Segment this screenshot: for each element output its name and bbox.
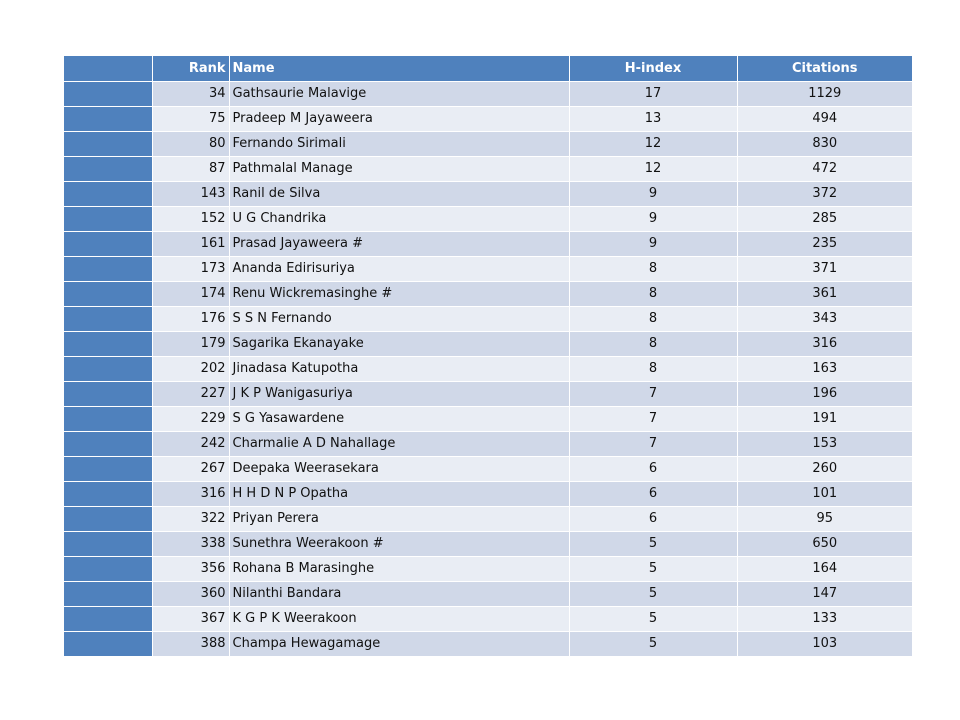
name-cell: K G P K Weerakoon (229, 607, 569, 632)
header-blank (64, 56, 152, 82)
rank-cell: 173 (152, 257, 229, 282)
citations-cell: 153 (737, 432, 912, 457)
row-side-cell (64, 357, 152, 382)
row-side-cell (64, 107, 152, 132)
hindex-cell: 8 (569, 357, 737, 382)
hindex-cell: 5 (569, 582, 737, 607)
citations-cell: 191 (737, 407, 912, 432)
table-row (64, 382, 912, 407)
table-body (64, 82, 912, 657)
name-cell: Deepaka Weerasekara (229, 457, 569, 482)
row-side-cell (64, 82, 152, 107)
hindex-cell: 9 (569, 232, 737, 257)
table-header-row (64, 56, 912, 82)
rank-cell: 267 (152, 457, 229, 482)
rank-cell: 179 (152, 332, 229, 357)
rank-cell: 242 (152, 432, 229, 457)
hindex-cell: 5 (569, 532, 737, 557)
row-side-cell (64, 582, 152, 607)
rank-cell: 75 (152, 107, 229, 132)
citations-cell: 133 (737, 607, 912, 632)
hindex-cell: 9 (569, 207, 737, 232)
hindex-cell: 6 (569, 482, 737, 507)
hindex-cell: 12 (569, 132, 737, 157)
citations-cell: 164 (737, 557, 912, 582)
name-cell: Fernando Sirimali (229, 132, 569, 157)
name-cell: Ranil de Silva (229, 182, 569, 207)
name-cell: Sunethra Weerakoon # (229, 532, 569, 557)
hindex-cell: 8 (569, 257, 737, 282)
hindex-cell: 7 (569, 432, 737, 457)
table-row (64, 157, 912, 182)
row-side-cell (64, 507, 152, 532)
rank-cell: 87 (152, 157, 229, 182)
name-cell: S G Yasawardene (229, 407, 569, 432)
name-cell: J K P Wanigasuriya (229, 382, 569, 407)
hindex-cell: 5 (569, 557, 737, 582)
citations-cell: 343 (737, 307, 912, 332)
row-side-cell (64, 307, 152, 332)
rank-cell: 322 (152, 507, 229, 532)
hindex-cell: 7 (569, 382, 737, 407)
rank-cell: 356 (152, 557, 229, 582)
hindex-cell: 8 (569, 332, 737, 357)
hindex-cell: 12 (569, 157, 737, 182)
table-row (64, 432, 912, 457)
table-row (64, 282, 912, 307)
row-side-cell (64, 157, 152, 182)
citations-cell: 95 (737, 507, 912, 532)
row-side-cell (64, 557, 152, 582)
rank-cell: 152 (152, 207, 229, 232)
row-side-cell (64, 232, 152, 257)
table-row (64, 632, 912, 657)
name-cell: Rohana B Marasinghe (229, 557, 569, 582)
citations-cell: 316 (737, 332, 912, 357)
header-hindex: H-index (569, 56, 737, 82)
table-row (64, 232, 912, 257)
table-row (64, 82, 912, 107)
hindex-cell: 9 (569, 182, 737, 207)
citations-cell: 103 (737, 632, 912, 657)
table-row (64, 132, 912, 157)
table-row (64, 532, 912, 557)
hindex-cell: 7 (569, 407, 737, 432)
citations-cell: 830 (737, 132, 912, 157)
name-cell: Pradeep M Jayaweera (229, 107, 569, 132)
hindex-cell: 13 (569, 107, 737, 132)
table-row (64, 207, 912, 232)
table-row (64, 257, 912, 282)
rank-cell: 143 (152, 182, 229, 207)
name-cell: Prasad Jayaweera # (229, 232, 569, 257)
citations-cell: 372 (737, 182, 912, 207)
citations-cell: 371 (737, 257, 912, 282)
row-side-cell (64, 607, 152, 632)
rank-cell: 229 (152, 407, 229, 432)
citations-cell: 650 (737, 532, 912, 557)
table-row (64, 307, 912, 332)
table-row (64, 182, 912, 207)
citations-cell: 163 (737, 357, 912, 382)
table-row (64, 607, 912, 632)
citations-cell: 472 (737, 157, 912, 182)
table-row (64, 457, 912, 482)
row-side-cell (64, 457, 152, 482)
row-side-cell (64, 332, 152, 357)
row-side-cell (64, 182, 152, 207)
header-name: Name (229, 56, 569, 82)
table-row (64, 482, 912, 507)
rank-cell: 174 (152, 282, 229, 307)
table-row (64, 357, 912, 382)
hindex-cell: 17 (569, 82, 737, 107)
header-rank: Rank (152, 56, 229, 82)
row-side-cell (64, 632, 152, 657)
row-side-cell (64, 482, 152, 507)
hindex-cell: 6 (569, 457, 737, 482)
citations-cell: 101 (737, 482, 912, 507)
hindex-cell: 5 (569, 632, 737, 657)
header-citations: Citations (737, 56, 912, 82)
table-row (64, 107, 912, 132)
table-row (64, 407, 912, 432)
rank-cell: 227 (152, 382, 229, 407)
name-cell: Charmalie A D Nahallage (229, 432, 569, 457)
hindex-cell: 6 (569, 507, 737, 532)
ranking-table (64, 56, 912, 656)
hindex-cell: 8 (569, 282, 737, 307)
name-cell: Nilanthi Bandara (229, 582, 569, 607)
citations-cell: 260 (737, 457, 912, 482)
citations-cell: 494 (737, 107, 912, 132)
name-cell: Ananda Edirisuriya (229, 257, 569, 282)
rank-cell: 338 (152, 532, 229, 557)
name-cell: Pathmalal Manage (229, 157, 569, 182)
row-side-cell (64, 132, 152, 157)
rank-cell: 34 (152, 82, 229, 107)
row-side-cell (64, 207, 152, 232)
name-cell: Sagarika Ekanayake (229, 332, 569, 357)
name-cell: U G Chandrika (229, 207, 569, 232)
rank-cell: 176 (152, 307, 229, 332)
rank-cell: 367 (152, 607, 229, 632)
row-side-cell (64, 257, 152, 282)
hindex-cell: 5 (569, 607, 737, 632)
table-row (64, 507, 912, 532)
rank-cell: 202 (152, 357, 229, 382)
row-side-cell (64, 532, 152, 557)
name-cell: S S N Fernando (229, 307, 569, 332)
rank-cell: 80 (152, 132, 229, 157)
table-row (64, 557, 912, 582)
citations-cell: 361 (737, 282, 912, 307)
name-cell: Gathsaurie Malavige (229, 82, 569, 107)
name-cell: H H D N P Opatha (229, 482, 569, 507)
citations-cell: 147 (737, 582, 912, 607)
name-cell: Priyan Perera (229, 507, 569, 532)
rank-cell: 388 (152, 632, 229, 657)
rank-cell: 161 (152, 232, 229, 257)
table-row (64, 582, 912, 607)
citations-cell: 196 (737, 382, 912, 407)
rank-cell: 360 (152, 582, 229, 607)
table-row (64, 332, 912, 357)
rank-cell: 316 (152, 482, 229, 507)
row-side-cell (64, 432, 152, 457)
name-cell: Champa Hewagamage (229, 632, 569, 657)
name-cell: Jinadasa Katupotha (229, 357, 569, 382)
citations-cell: 1129 (737, 82, 912, 107)
name-cell: Renu Wickremasinghe # (229, 282, 569, 307)
row-side-cell (64, 282, 152, 307)
row-side-cell (64, 407, 152, 432)
citations-cell: 285 (737, 207, 912, 232)
row-side-cell (64, 382, 152, 407)
citations-cell: 235 (737, 232, 912, 257)
hindex-cell: 8 (569, 307, 737, 332)
